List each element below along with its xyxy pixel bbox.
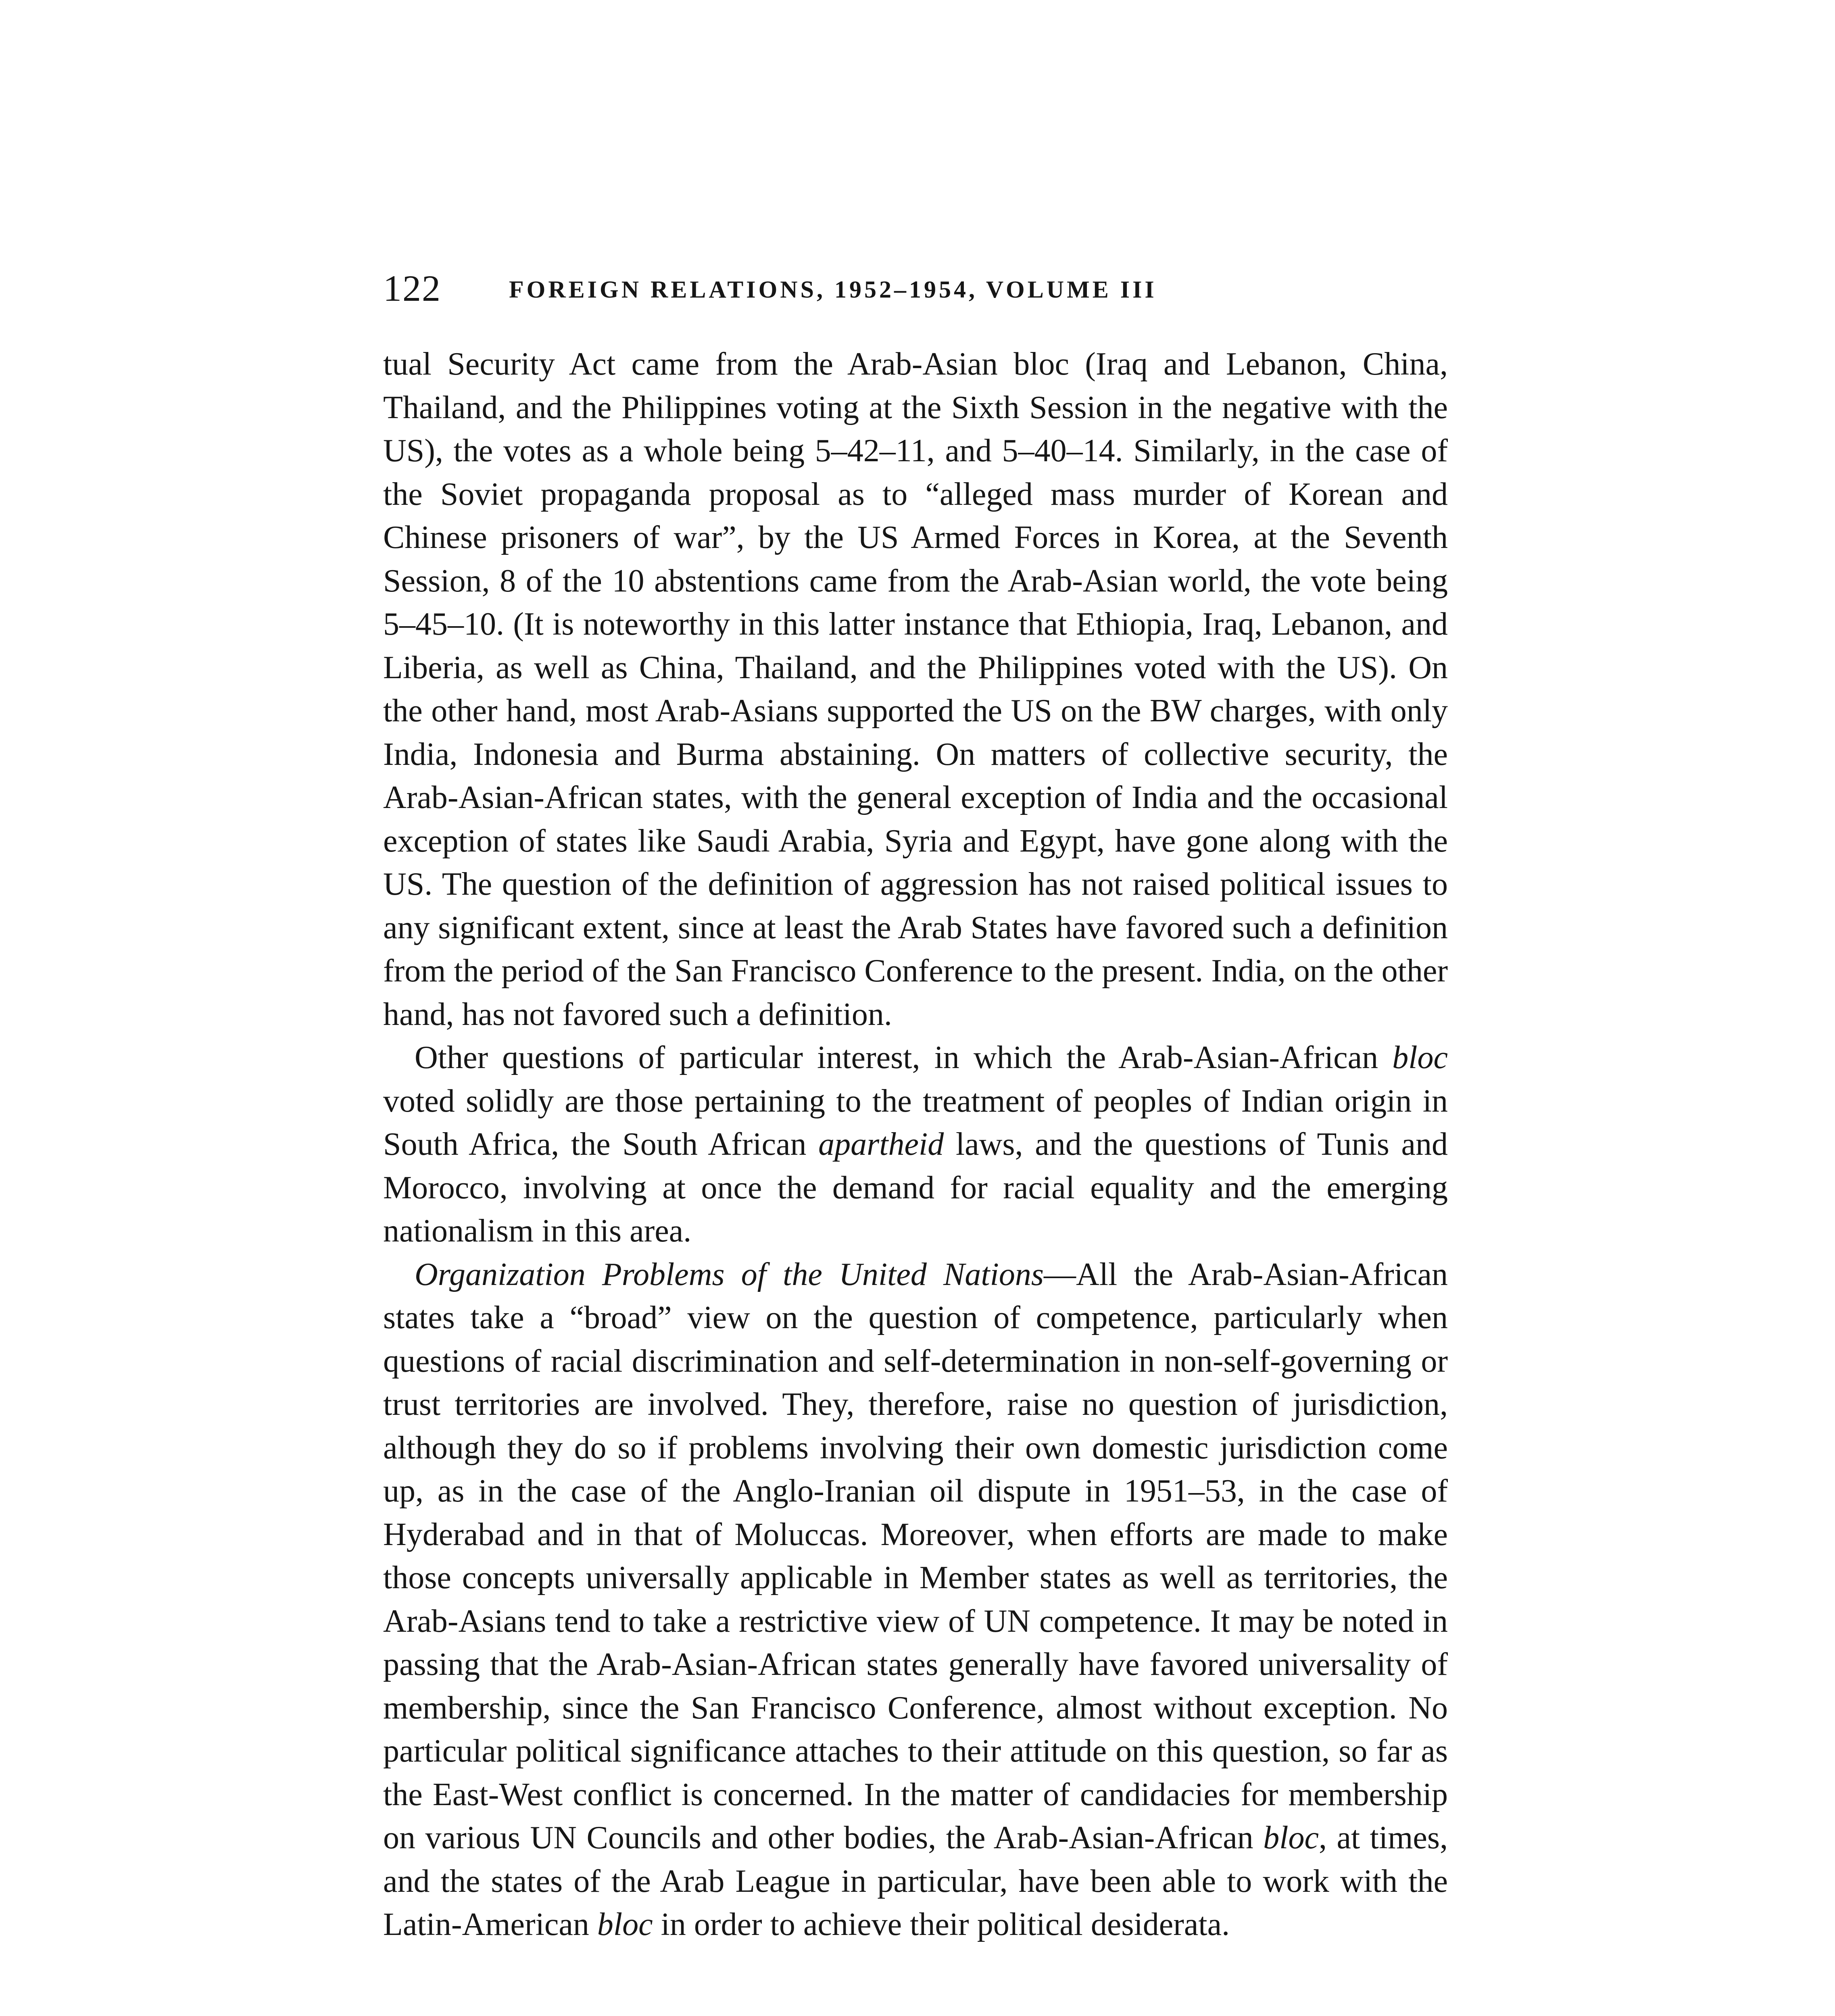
section-heading-italic: Organization Problems of the United Nations: [415, 1256, 1044, 1292]
italic-term: bloc: [1392, 1040, 1448, 1075]
paragraph-organization-problems: [383, 1253, 1448, 1947]
running-head: FOREIGN RELATIONS, 1952–1954, VOLUME III: [509, 276, 1157, 303]
paragraph-text: laws, and the questions of Tunis and Morocco, involving at once the demand for racial equality and the emerging nationalism in this area.: [383, 1127, 1448, 1249]
paragraph-text: tual Security Act came from the Arab-Asian bloc (Iraq and Lebanon, China, Thailand, and the Philippines voting at the Sixth Session in the negative with the US), the votes as a whole being 5–42–11, and 5–40–14. Similarly, in the case of the Soviet propaganda proposal as to “alleged mass murder of Korean and Chinese prisoners of war”, by the US Armed Forces in Korea, at the Seventh Session, 8 of the 10 abstentions came from the Arab-Asian world, the vote being 5–45–10. (It is noteworthy in this latter instance that Ethiopia, Iraq, Lebanon, and Liberia, as well as China, Thailand, and the Philippines voted with the US). On the other hand, most Arab-Asians supported the US on the BW charges, with only India, Indonesia and Burma abstaining. On matters of collective security, the Arab-Asian-African states, with the general exception of India and the occasional exception of states like Saudi Arabia, Syria and Egypt, have gone along with the US. The question of the definition of aggression has not raised political issues to any significant extent, since at least the Arab States have favored such a definition from the period of the San Francisco Conference to the present. India, on the other hand, has not favored such a definition.: [383, 346, 1448, 1032]
paragraph-text: —All the Arab-Asian-African states take a “broad” view on the question of competence, particularly when questions of racial discrimination and self-determination in non-self-governing or trust territories are involved. They, therefore, raise no question of jurisdiction, although they do so if problems involving their own domestic jurisdiction come up, as in the case of the Anglo-Iranian oil dispute in 1951–53, in the case of Hyderabad and in that of Moluccas. Moreover, when efforts are made to make those concepts universally applicable in Member states as well as territories, the Arab-Asians tend to take a restrictive view of UN competence. It may be noted in passing that the Arab-Asian-African states generally have favored universality of membership, since the San Francisco Conference, almost without exception. No particular political significance attaches to their attitude on this question, so far as the East-West conflict is concerned. In the matter of candidacies for membership on various UN Councils and other bodies, the Arab-Asian-African: [383, 1256, 1448, 1856]
paragraph-text: , at times, and the states of the Arab League in particular, have been able to work with the Latin-American: [383, 1820, 1448, 1942]
paragraph-text: in order to achieve their political desiderata.: [653, 1907, 1230, 1942]
page-header: [383, 264, 1448, 312]
body-text: [383, 343, 1448, 1947]
paragraph-bloc-voting: [383, 1036, 1448, 1253]
paragraph-text: Other questions of particular interest, in which the Arab-Asian-African: [415, 1040, 1393, 1075]
page-number: 122: [383, 268, 441, 309]
paragraph-text: voted solidly are those pertaining to the treatment of peoples of Indian origin in South Africa, the South African: [383, 1083, 1448, 1162]
paragraph-continued: [383, 343, 1448, 1036]
italic-term: apartheid: [818, 1127, 944, 1162]
italic-term: bloc: [597, 1907, 653, 1942]
italic-term: bloc: [1263, 1820, 1319, 1856]
